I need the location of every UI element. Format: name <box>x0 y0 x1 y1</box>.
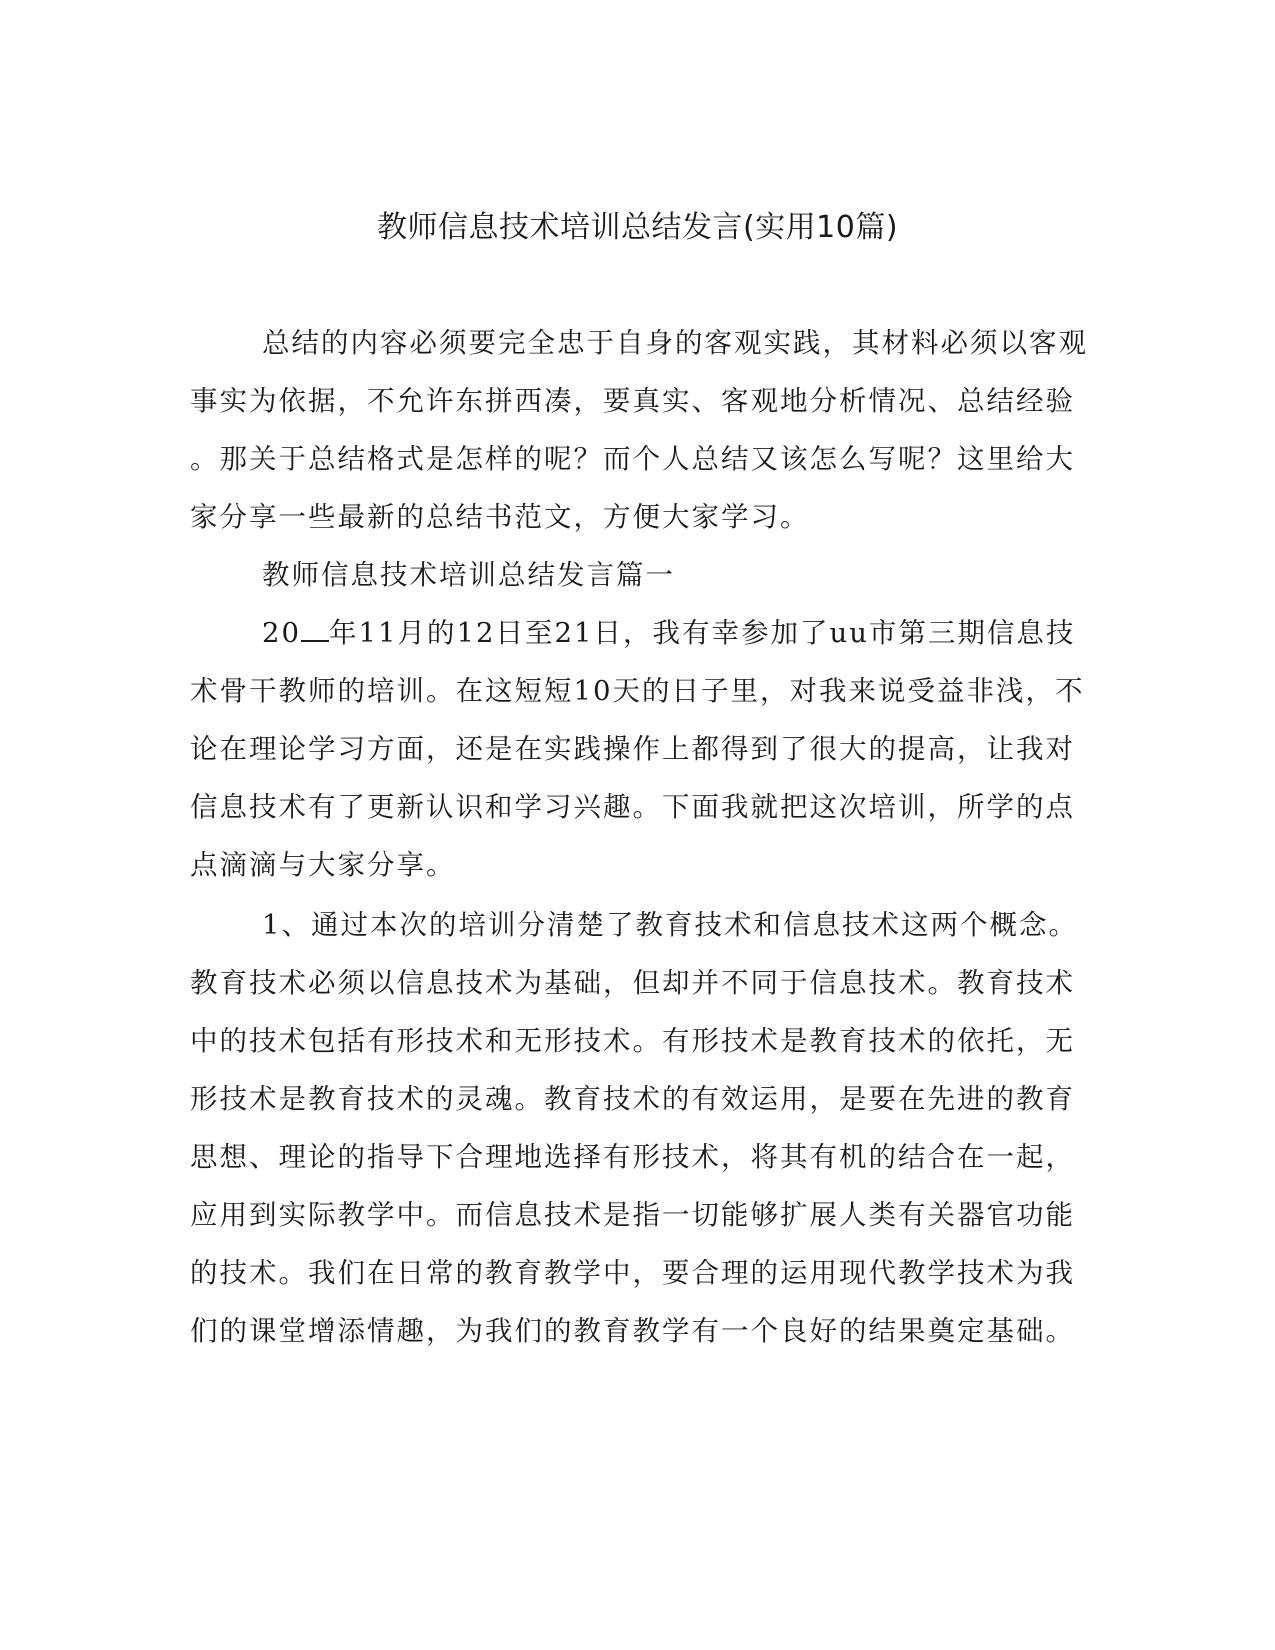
paragraph-line: 应用到实际教学中。而信息技术是指一切能够扩展人类有关器官功能 <box>190 1199 1075 1231</box>
paragraph-line: 中的技术包括有形技术和无形技术。有形技术是教育技术的依托，无 <box>190 1025 1075 1057</box>
intro-line: 总结的内容必须要完全忠于自身的客观实践，其材料必须以客观 <box>262 327 1088 359</box>
paragraph-line: 论在理论学习方面，还是在实践操作上都得到了很大的提高，让我对 <box>190 733 1075 765</box>
section-heading: 教师信息技术培训总结发言篇一 <box>262 559 675 591</box>
year-prefix: 20 <box>262 617 301 649</box>
paragraph-line: 思想、理论的指导下合理地选择有形技术，将其有机的结合在一起， <box>190 1141 1075 1173</box>
paragraph-line: 点滴滴与大家分享。 <box>190 849 456 881</box>
document-title: 教师信息技术培训总结发言(实用10篇) <box>376 210 899 245</box>
intro-line: 事实为依据，不允许东拼西凑，要真实、客观地分析情况、总结经验 <box>190 385 1075 417</box>
paragraph-line: 术骨干教师的培训。在这短短10天的日子里，对我来说受益非浅，不 <box>190 675 1085 707</box>
intro-line: 。那关于总结格式是怎样的呢？而个人总结又该怎么写呢？这里给大 <box>190 443 1075 475</box>
paragraph-line: 的技术。我们在日常的教育教学中，要合理的运用现代教学技术为我 <box>190 1257 1075 1289</box>
paragraph-line: 1、通过本次的培训分清楚了教育技术和信息技术这两个概念。 <box>262 909 1078 941</box>
blank-underline <box>301 618 329 642</box>
paragraph-line <box>262 613 1075 653</box>
paragraph-line: 信息技术有了更新认识和学习兴趣。下面我就把这次培训，所学的点 <box>190 791 1075 823</box>
paragraph-line: 教育技术必须以信息技术为基础，但却并不同于信息技术。教育技术 <box>190 967 1075 999</box>
paragraph-line: 形技术是教育技术的灵魂。教育技术的有效运用，是要在先进的教育 <box>190 1083 1075 1115</box>
paragraph-line-text: 年11月的12日至21日，我有幸参加了uu市第三期信息技 <box>329 617 1076 649</box>
intro-line: 家分享一些最新的总结书范文，方便大家学习。 <box>190 501 810 533</box>
paragraph-line: 们的课堂增添情趣，为我们的教育教学有一个良好的结果奠定基础。 <box>190 1315 1075 1347</box>
